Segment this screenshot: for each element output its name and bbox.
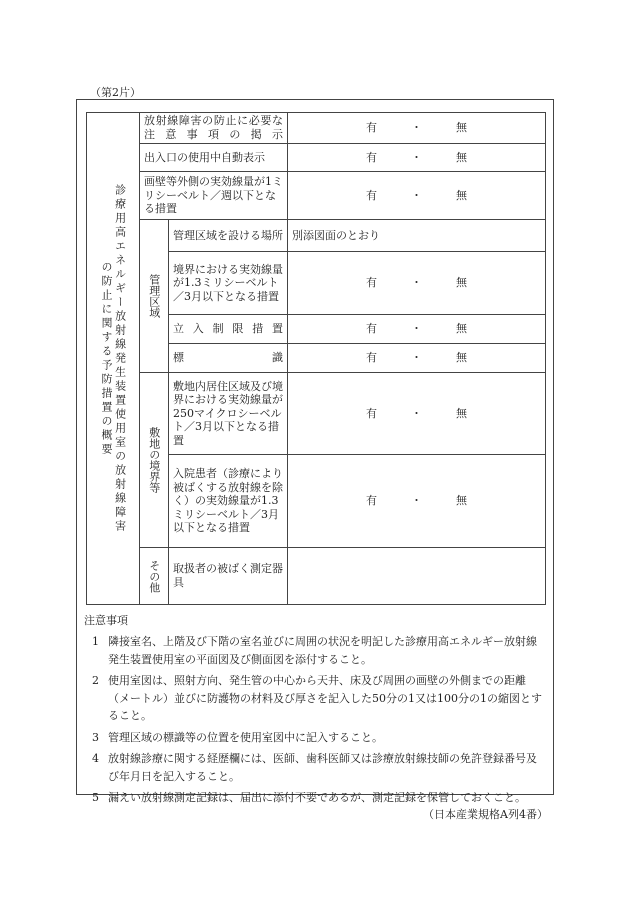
entry-limit-label: 立入制限措置 — [169, 315, 288, 344]
no-option[interactable]: 無 — [456, 150, 467, 164]
control-area-label-cell — [140, 220, 169, 373]
posting-yes-no[interactable] — [288, 113, 546, 144]
main-heading: 診療用高エネルギー放射線発生装置使用室の放射線障害の防止に関する予防措置の概要 — [100, 183, 127, 534]
separator-dot: ・ — [411, 121, 422, 135]
residence-dose-label: 敷地内居住区域及び境界における実効線量が250マイクロシーベルト／3月以下となる措置 — [169, 373, 288, 455]
premises-label-cell — [140, 373, 169, 548]
auto-display-yes-no[interactable] — [288, 144, 546, 172]
yes-option[interactable]: 有 — [366, 322, 377, 336]
residence-dose-yes-no[interactable] — [288, 373, 546, 455]
measurement-value[interactable] — [288, 548, 546, 605]
measures-table — [86, 112, 546, 605]
note-text: 放射線診療に関する経歴欄には、医師、歯科医師又は診療放射線技師の免許登録番号及び年月日を記入すること。 — [108, 752, 537, 783]
paper-size-footer: （日本産業規格A列4番） — [423, 808, 548, 821]
separator-dot: ・ — [411, 322, 422, 336]
note-text: 管理区域の標識等の位置を使用室図中に記入すること。 — [108, 730, 383, 744]
separator-dot: ・ — [411, 351, 422, 365]
table-row — [87, 144, 546, 172]
yes-option[interactable]: 有 — [366, 188, 377, 202]
row-posting-label: 放射線障害の防止に必要な注意事項の掲示 — [140, 113, 288, 144]
control-location-value[interactable]: 別添図面のとおり — [288, 220, 546, 252]
inpatient-dose-label: 入院患者（診療により被ばくする放射線を除く）の実効線量が1.3ミリシーベルト／3月以下となる措置 — [169, 455, 288, 548]
note-item — [84, 729, 544, 747]
no-option[interactable]: 無 — [456, 276, 467, 290]
no-option[interactable]: 無 — [456, 322, 467, 336]
table-row — [87, 172, 546, 220]
note-number: 1 — [92, 635, 99, 648]
row-wall-dose-label: 画壁等外側の実効線量が1ミリシーベルト／週以下となる措置 — [140, 172, 288, 220]
notes-title: 注意事項 — [84, 614, 128, 627]
note-item — [84, 750, 544, 785]
no-option[interactable]: 無 — [456, 121, 467, 135]
separator-dot: ・ — [411, 276, 422, 290]
notes-section — [84, 612, 544, 811]
note-number: 5 — [92, 791, 99, 804]
main-heading-cell — [87, 113, 140, 605]
sign-label: 標識 — [169, 344, 288, 373]
note-text: 漏えい放射線測定記録は、届出に添付不要であるが、測定記録を保管しておくこと。 — [108, 791, 526, 804]
sheet-label: （第2片） — [90, 86, 141, 99]
premises-label: 敷地の境界等 — [147, 427, 161, 493]
no-option[interactable]: 無 — [456, 406, 467, 420]
note-number: 4 — [92, 752, 99, 765]
separator-dot: ・ — [411, 150, 422, 164]
table-row — [87, 113, 546, 144]
yes-option[interactable]: 有 — [366, 121, 377, 135]
yes-option[interactable]: 有 — [366, 150, 377, 164]
table-row — [87, 373, 546, 455]
other-label: その他 — [147, 559, 161, 593]
table-row — [87, 220, 546, 252]
note-text: 使用室図は、照射方向、発生管の中心から天井、床及び周囲の画壁の外側までの距離（メートル）並びに防護物の材料及び厚さを記入した50分の1又は100分の1の縮図とすること。 — [108, 674, 542, 722]
control-area-label: 管理区域 — [147, 274, 161, 318]
boundary-dose-label: 境界における実効線量が1.3ミリシーベルト／3月以下となる措置 — [169, 252, 288, 315]
note-item — [84, 789, 544, 807]
control-location-label: 管理区域を設ける場所 — [169, 220, 288, 252]
note-item — [84, 672, 544, 725]
separator-dot: ・ — [411, 188, 422, 202]
row-auto-display-label: 出入口の使用中自動表示 — [140, 144, 288, 172]
yes-option[interactable]: 有 — [366, 494, 377, 508]
note-number: 3 — [92, 730, 99, 744]
measurement-label: 取扱者の被ばく測定器具 — [169, 548, 288, 605]
sign-yes-no[interactable] — [288, 344, 546, 373]
note-text: 隣接室名、上階及び下階の室名並びに周囲の状況を明記した診療用高エネルギー放射線発生装置使用室の平面図及び側面図を添付すること。 — [108, 635, 537, 666]
inpatient-dose-yes-no[interactable] — [288, 455, 546, 548]
boundary-dose-yes-no[interactable] — [288, 252, 546, 315]
other-label-cell — [140, 548, 169, 605]
yes-option[interactable]: 有 — [366, 276, 377, 290]
entry-limit-yes-no[interactable] — [288, 315, 546, 344]
no-option[interactable]: 無 — [456, 188, 467, 202]
no-option[interactable]: 無 — [456, 351, 467, 365]
table-row — [87, 548, 546, 605]
no-option[interactable]: 無 — [456, 494, 467, 508]
note-number: 2 — [92, 674, 99, 687]
wall-dose-yes-no[interactable] — [288, 172, 546, 220]
yes-option[interactable]: 有 — [366, 406, 377, 420]
yes-option[interactable]: 有 — [366, 351, 377, 365]
separator-dot: ・ — [411, 494, 422, 508]
separator-dot: ・ — [411, 406, 422, 420]
note-item — [84, 633, 544, 668]
